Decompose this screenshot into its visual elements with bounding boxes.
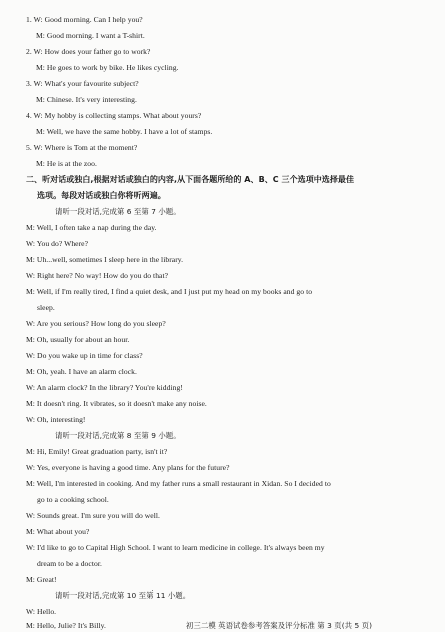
dialogue-line: W: Hello. — [26, 607, 57, 616]
question-prompt: 请听一段对话,完成第 10 至第 11 小题。 — [55, 591, 191, 600]
question-prompt: 请听一段对话,完成第 6 至第 7 小题。 — [55, 207, 181, 216]
dialogue-line: M: Great! — [26, 575, 57, 584]
dialogue-line: W: Sounds great. I'm sure you will do well. — [26, 511, 160, 520]
dialogue-line: M: It doesn't ring. It vibrates, so it doesn't make any noise. — [26, 399, 207, 408]
page-footer: 初三二模 英语试卷参考答案及评分标准 第 3 页(共 5 页) — [186, 621, 373, 630]
dialogue-line: M: He is at the zoo. — [36, 159, 97, 168]
dialogue-line-continued: sleep. — [37, 303, 55, 312]
dialogue-line-continued: go to a cooking school. — [37, 495, 109, 504]
dialogue-line: M: Uh...well, sometimes I sleep here in the library. — [26, 255, 184, 264]
dialogue-line: 4. W: My hobby is collecting stamps. What about yours? — [26, 111, 202, 120]
section-heading: 二、听对话或独白,根据对话或独白的内容,从下面各题所给的 A、B、C 三个选项中选择最佳 — [26, 175, 355, 184]
dialogue-line: M: He goes to work by bike. He likes cycling. — [36, 63, 179, 72]
dialogue-line: M: Chinese. It's very interesting. — [36, 95, 137, 104]
question-prompt: 请听一段对话,完成第 8 至第 9 小题。 — [55, 431, 181, 440]
dialogue-line: W: An alarm clock? In the library? You're kidding! — [26, 383, 183, 392]
dialogue-line: W: Right here? No way! How do you do that? — [26, 271, 169, 280]
section-heading-continued: 选项。每段对话或独白你将听两遍。 — [37, 191, 166, 200]
dialogue-line: M: Hi, Emily! Great graduation party, isn't it? — [26, 447, 168, 456]
dialogue-line: M: Well, if I'm really tired, I find a quiet desk, and I just put my head on my books and go to — [26, 287, 313, 296]
dialogue-line: W: You do? Where? — [26, 239, 89, 248]
dialogue-line: W: I'd like to go to Capital High School. I want to learn medicine in college. It's always been my — [26, 543, 325, 552]
dialogue-line: M: Well, we have the same hobby. I have a lot of stamps. — [36, 127, 213, 136]
dialogue-line: M: Good morning. I want a T-shirt. — [36, 31, 145, 40]
dialogue-line: 5. W: Where is Tom at the moment? — [26, 143, 138, 152]
dialogue-line: M: Well, I'm interested in cooking. And my father runs a small restaurant in Xidan. So I decided to — [26, 479, 331, 488]
dialogue-line: M: Oh, yeah. I have an alarm clock. — [26, 367, 137, 376]
dialogue-line: 3. W: What's your favourite subject? — [26, 79, 139, 88]
dialogue-line: M: Oh, usually for about an hour. — [26, 335, 130, 344]
dialogue-line: M: What about you? — [26, 527, 90, 536]
dialogue-line: 2. W: How does your father go to work? — [26, 47, 151, 56]
dialogue-line-continued: dream to be a doctor. — [37, 559, 102, 568]
dialogue-line: M: Well, I often take a nap during the day. — [26, 223, 157, 232]
dialogue-line: M: Hello, Julie? It's Billy. — [26, 621, 106, 630]
dialogue-line: W: Yes, everyone is having a good time. Any plans for the future? — [26, 463, 230, 472]
dialogue-line: W: Are you serious? How long do you sleep? — [26, 319, 166, 328]
dialogue-line: W: Do you wake up in time for class? — [26, 351, 143, 360]
dialogue-line: 1. W: Good morning. Can I help you? — [26, 15, 143, 24]
dialogue-line: W: Oh, interesting! — [26, 415, 86, 424]
